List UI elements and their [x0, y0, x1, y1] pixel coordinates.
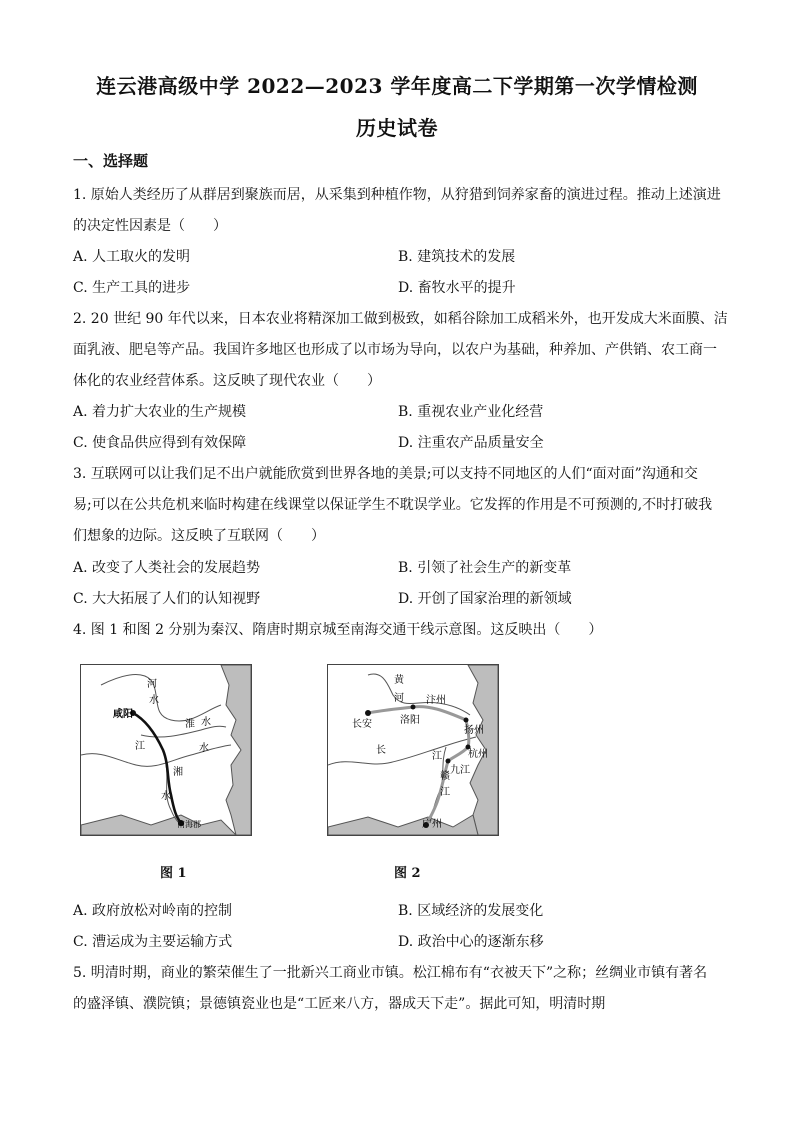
- question-5-line-1: 5. 明清时期，商业的繁荣催生了一批新兴工商业市镇。松江棉布有“衣被天下”之称；丝绸业市镇有著名: [73, 965, 708, 981]
- map2-label: 汴州: [426, 695, 446, 706]
- map2-label: 江: [440, 787, 450, 798]
- map2-label: 赣: [440, 771, 450, 782]
- exam-subtitle: 历史试卷: [356, 116, 438, 140]
- map1-label: 河: [147, 679, 157, 690]
- map2-label: 长安: [352, 719, 372, 730]
- map2-label: 黄: [394, 675, 404, 686]
- question-3-option-d: D. 开创了国家治理的新领域: [398, 591, 572, 607]
- map-2-caption: 图 2: [394, 866, 421, 881]
- map-figure-2: [327, 664, 499, 836]
- question-4-option-b: B. 区域经济的发展变化: [398, 903, 544, 919]
- map1-label: 水: [161, 791, 171, 802]
- question-4-option-d: D. 政治中心的逐渐东移: [398, 934, 544, 950]
- map1-label: 江: [135, 741, 145, 752]
- question-1-option-c: C. 生产工具的进步: [73, 280, 191, 296]
- question-4-option-a: A. 政府放松对岭南的控制: [73, 903, 233, 919]
- map2-label: 九江: [450, 765, 470, 776]
- question-3-option-b: B. 引领了社会生产的新变革: [398, 560, 572, 576]
- map2-label: 河: [394, 693, 404, 704]
- question-2-option-c: C. 使食品供应得到有效保障: [73, 435, 247, 451]
- map1-label: 淮: [185, 719, 195, 730]
- question-4-line-1: 4. 图 1 和图 2 分别为秦汉、隋唐时期京城至南海交通干线示意图。这反映出（ ）: [73, 622, 603, 638]
- map2-label: 扬州: [464, 725, 484, 736]
- question-1-line-2: 的决定性因素是（ ）: [73, 218, 227, 234]
- map1-label: 水: [201, 717, 211, 728]
- question-5-line-2: 的盛泽镇、濮院镇；景德镇瓷业也是“工匠来八方，器成天下走”。据此可知，明清时期: [73, 996, 606, 1012]
- section-heading: 一、选择题: [73, 152, 149, 170]
- map-1-drawing: [81, 665, 251, 835]
- map1-label: 水: [149, 695, 159, 706]
- question-2-line-3: 体化的农业经营体系。这反映了现代农业（ ）: [73, 373, 381, 389]
- question-2-line-1: 2. 20 世纪 90 年代以来，日本农业将精深加工做到极致，如稻谷除加工成稻米外，也开发成大米面膜、洁: [73, 311, 728, 327]
- map-figure-1: [80, 664, 252, 836]
- question-3-line-1: 3. 互联网可以让我们足不出户就能欣赏到世界各地的美景;可以支持不同地区的人们“面对面”沟通和交: [73, 466, 698, 482]
- map1-label: 湘: [173, 767, 183, 778]
- map1-label: 咸阳: [113, 709, 133, 720]
- question-2-line-2: 面乳液、肥皂等产品。我国许多地区也形成了以市场为导向，以农户为基础，种养加、产供销、农工商一: [73, 342, 717, 358]
- map2-label: 杭州: [468, 749, 488, 760]
- map1-label: 南海郡: [177, 820, 201, 829]
- map2-label: 洛阳: [400, 715, 420, 726]
- question-3-line-2: 易;可以在公共危机来临时构建在线课堂以保证学生不耽误学业。它发挥的作用是不可预测的,不时打破我: [73, 497, 713, 513]
- question-3-option-a: A. 改变了人类社会的发展趋势: [73, 560, 261, 576]
- map-1-caption: 图 1: [160, 866, 187, 881]
- map2-label: 长: [376, 745, 386, 756]
- map-2-drawing: [328, 665, 498, 835]
- exam-title: 连云港高级中学 2022—2023 学年度高二下学期第一次学情检测: [96, 74, 698, 98]
- question-1-option-d: D. 畜牧水平的提升: [398, 280, 516, 296]
- question-1-option-b: B. 建筑技术的发展: [398, 249, 516, 265]
- question-3-line-3: 们想象的边际。这反映了互联网（ ）: [73, 528, 325, 544]
- map1-label: 水: [199, 743, 209, 754]
- question-2-option-a: A. 着力扩大农业的生产规模: [73, 404, 247, 420]
- question-1-line-1: 1. 原始人类经历了从群居到聚族而居，从采集到种植作物，从狩猎到饲养家畜的演进过程。推动上述演进: [73, 187, 721, 203]
- question-2-option-b: B. 重视农业产业化经营: [398, 404, 544, 420]
- question-2-option-d: D. 注重农产品质量安全: [398, 435, 544, 451]
- question-3-option-c: C. 大大拓展了人们的认知视野: [73, 591, 261, 607]
- question-1-option-a: A. 人工取火的发明: [73, 249, 191, 265]
- map2-label: 广州: [422, 819, 442, 830]
- question-4-option-c: C. 漕运成为主要运输方式: [73, 934, 233, 950]
- map2-label: 江: [432, 751, 442, 762]
